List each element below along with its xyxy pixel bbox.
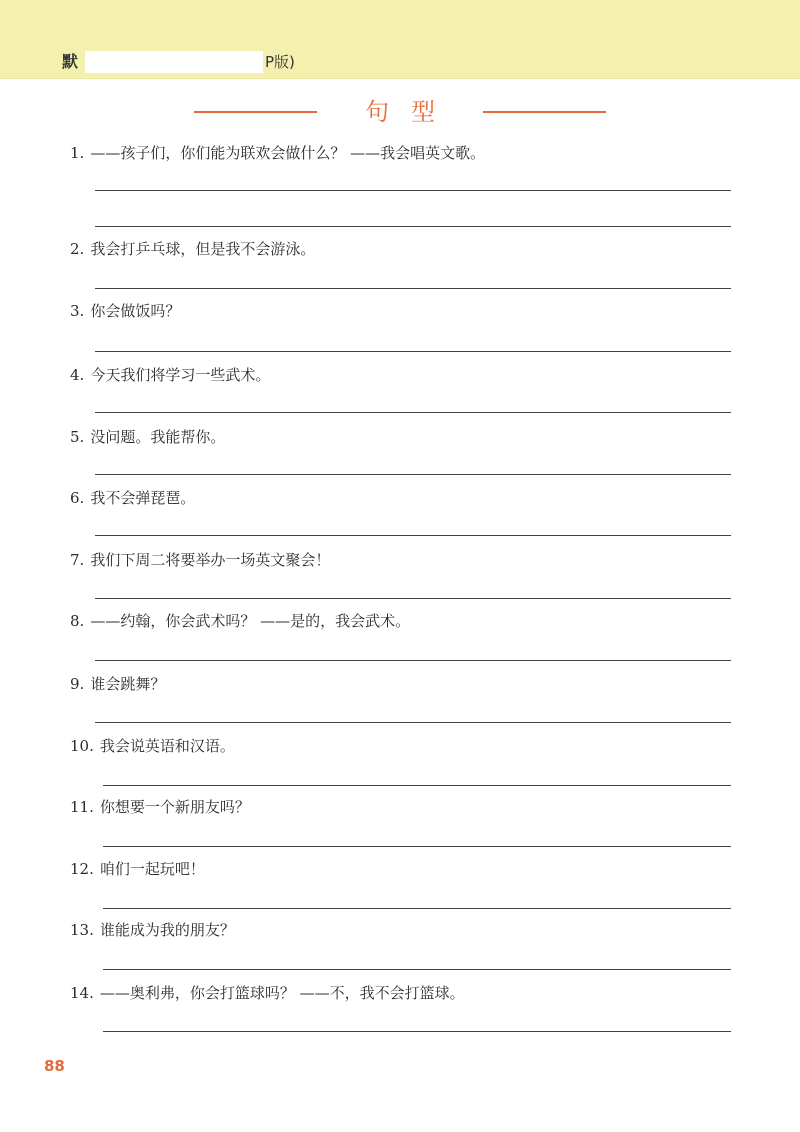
exercise-text: 我会打乒乓球，但是我不会游泳。 (90, 240, 316, 258)
exercise-12 (70, 858, 205, 880)
exercise-text: ——孩子们，你们能为联欢会做什么？ ——我会唱英文歌。 (90, 144, 486, 162)
exercise-text: 我不会弹琵琶。 (90, 489, 196, 507)
answer-line[interactable] (103, 969, 731, 970)
book-title-suffix: P版) (265, 53, 295, 71)
exercise-number: 8. (70, 612, 85, 630)
exercise-text: 你会做饭吗？ (90, 302, 181, 320)
answer-line[interactable] (103, 846, 731, 847)
exercise-7 (70, 549, 330, 571)
exercise-8 (70, 610, 410, 632)
exercise-number: 13. (70, 921, 94, 939)
exercise-13 (70, 919, 235, 941)
exercise-text: 谁会跳舞？ (90, 675, 166, 693)
answer-line[interactable] (95, 351, 731, 352)
page-number: 88 (44, 1057, 65, 1075)
exercise-11 (70, 796, 250, 818)
exercise-text: 你想要一个新朋友吗？ (99, 798, 250, 816)
exercise-number: 4. (70, 366, 85, 384)
answer-line[interactable] (95, 190, 731, 191)
exercise-text: 咱们一起玩吧！ (99, 860, 205, 878)
exercise-number: 6. (70, 489, 85, 507)
exercise-number: 1. (70, 144, 85, 162)
exercise-1 (70, 142, 485, 164)
exercise-3 (70, 300, 180, 322)
exercise-14 (70, 982, 465, 1004)
answer-line[interactable] (103, 1031, 731, 1032)
exercise-text: 没问题。我能帮你。 (90, 428, 226, 446)
answer-line[interactable] (95, 288, 731, 289)
answer-line[interactable] (103, 908, 731, 909)
exercise-4 (70, 364, 270, 386)
answer-line[interactable] (95, 660, 731, 661)
answer-line[interactable] (95, 722, 731, 723)
exercise-number: 14. (70, 984, 94, 1002)
exercise-9 (70, 673, 165, 695)
exercise-number: 3. (70, 302, 85, 320)
exercise-number: 7. (70, 551, 85, 569)
exercise-number: 5. (70, 428, 85, 446)
exercise-text: 今天我们将学习一些武术。 (90, 366, 271, 384)
exercise-text: 我会说英语和汉语。 (99, 737, 235, 755)
exercise-10 (70, 735, 235, 757)
section-title: 句型 (365, 98, 457, 126)
exercise-text: 我们下周二将要举办一场英文聚会！ (90, 551, 331, 569)
exercise-number: 9. (70, 675, 85, 693)
exercise-number: 12. (70, 860, 94, 878)
exercise-text: 谁能成为我的朋友？ (99, 921, 235, 939)
answer-line[interactable] (95, 474, 731, 475)
answer-line[interactable] (95, 226, 731, 227)
exercise-6 (70, 487, 195, 509)
answer-line[interactable] (95, 598, 731, 599)
exercise-number: 10. (70, 737, 94, 755)
answer-line[interactable] (103, 785, 731, 786)
exercise-5 (70, 426, 225, 448)
exercise-2 (70, 238, 315, 260)
book-title-prefix: 默 (62, 52, 80, 71)
exercise-number: 11. (70, 798, 94, 816)
exercise-number: 2. (70, 240, 85, 258)
answer-line[interactable] (95, 412, 731, 413)
exercise-text: ——约翰，你会武术吗？ ——是的，我会武术。 (90, 612, 411, 630)
exercise-text: ——奥利弗，你会打篮球吗？ ——不，我不会打篮球。 (99, 984, 465, 1002)
answer-line[interactable] (95, 535, 731, 536)
